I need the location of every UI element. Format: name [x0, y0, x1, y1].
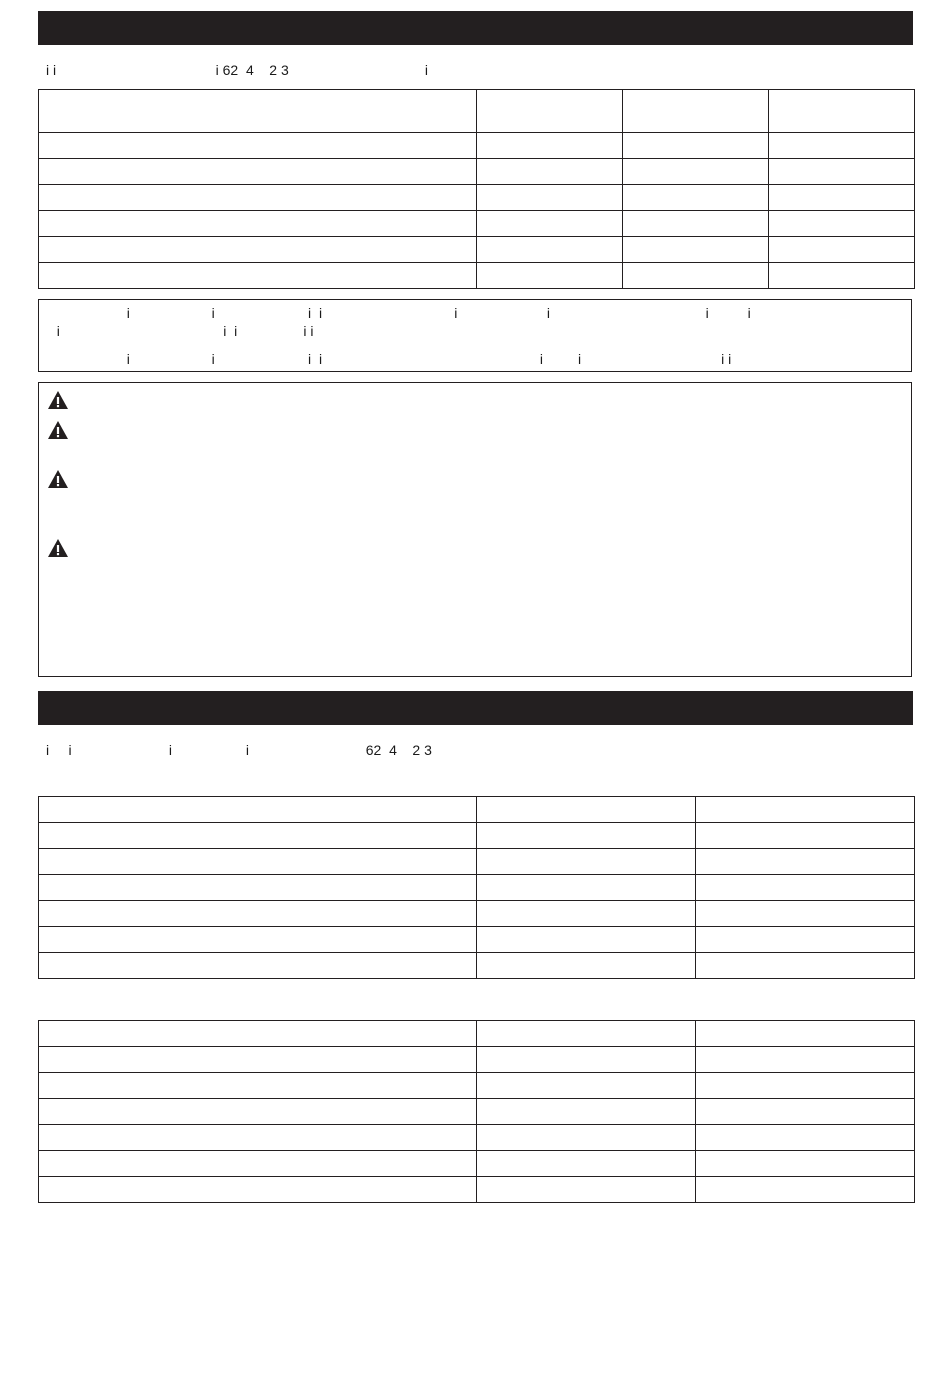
- table-row: [39, 263, 915, 289]
- table-cell: [769, 133, 915, 159]
- table-cell: [477, 927, 696, 953]
- warning-triangle-icon: [47, 538, 69, 558]
- table-row: [39, 797, 915, 823]
- table-cell: [39, 1073, 477, 1099]
- table-row: [39, 927, 915, 953]
- table-row: [39, 823, 915, 849]
- table-cell: [696, 823, 915, 849]
- table-cell: [769, 211, 915, 237]
- table-row: [39, 849, 915, 875]
- table-cell: [39, 237, 477, 263]
- noise-table-b: [38, 1020, 915, 1203]
- table-cell: [623, 133, 769, 159]
- table-cell: [769, 263, 915, 289]
- table-cell: [39, 133, 477, 159]
- noise-table-a: [38, 796, 915, 979]
- table-cell: [477, 901, 696, 927]
- table-cell: [39, 875, 477, 901]
- warning-triangle-icon: [47, 469, 69, 489]
- warning-triangle-icon: [47, 420, 69, 440]
- table-cell: [39, 1177, 477, 1203]
- table-cell: [477, 1073, 696, 1099]
- table-cell: [623, 90, 769, 133]
- table-cell: [39, 849, 477, 875]
- table-cell: [477, 1099, 696, 1125]
- note-box: [38, 299, 912, 372]
- table-row: [39, 1073, 915, 1099]
- table-row: [39, 133, 915, 159]
- table-cell: [39, 1021, 477, 1047]
- table-cell: [39, 159, 477, 185]
- table-cell: [477, 823, 696, 849]
- table-cell: [696, 1125, 915, 1151]
- table-cell: [39, 797, 477, 823]
- table-row: [39, 875, 915, 901]
- warning-box: [38, 382, 912, 677]
- table-cell: [477, 1151, 696, 1177]
- table-row: [39, 1021, 915, 1047]
- table-row: [39, 1151, 915, 1177]
- table-cell: [477, 849, 696, 875]
- table-cell: [477, 211, 623, 237]
- table-cell: [39, 953, 477, 979]
- vibration-table: [38, 89, 915, 289]
- table-cell: [696, 1151, 915, 1177]
- table-cell: [477, 1177, 696, 1203]
- table-cell: [696, 1047, 915, 1073]
- table-cell: [696, 927, 915, 953]
- section-header-bar-2: [38, 691, 913, 725]
- table-row: [39, 901, 915, 927]
- section-header-bar-1: [38, 11, 913, 45]
- table-cell: [477, 1021, 696, 1047]
- table-cell: [623, 211, 769, 237]
- table-cell: [39, 263, 477, 289]
- table-cell: [477, 90, 623, 133]
- table-row: [39, 90, 915, 133]
- table-cell: [477, 1125, 696, 1151]
- section-1-intro-line: i i i 62 4 2 3 i: [46, 62, 428, 78]
- table-cell: [477, 953, 696, 979]
- table-cell: [39, 185, 477, 211]
- table-cell: [39, 1125, 477, 1151]
- table-cell: [769, 237, 915, 263]
- table-cell: [696, 1021, 915, 1047]
- table-cell: [39, 1099, 477, 1125]
- table-cell: [477, 797, 696, 823]
- table-cell: [477, 159, 623, 185]
- table-cell: [623, 159, 769, 185]
- table-cell: [477, 237, 623, 263]
- note-line-3: i i i i i i i i: [49, 351, 732, 367]
- table-cell: [623, 237, 769, 263]
- table-cell: [696, 1073, 915, 1099]
- section-2-intro-line: i i i i 62 4 2 3: [46, 742, 432, 758]
- table-row: [39, 1047, 915, 1073]
- note-line-1: i i i i i i i i: [49, 305, 751, 321]
- table-row: [39, 185, 915, 211]
- table-cell: [696, 797, 915, 823]
- table-cell: [696, 875, 915, 901]
- table-cell: [477, 263, 623, 289]
- table-cell: [769, 159, 915, 185]
- table-cell: [39, 1047, 477, 1073]
- table-cell: [39, 823, 477, 849]
- table-cell: [39, 1151, 477, 1177]
- table-cell: [39, 211, 477, 237]
- table-cell: [696, 901, 915, 927]
- table-cell: [477, 133, 623, 159]
- table-cell: [696, 1177, 915, 1203]
- table-row: [39, 159, 915, 185]
- table-cell: [39, 90, 477, 133]
- table-row: [39, 1177, 915, 1203]
- table-row: [39, 211, 915, 237]
- table-row: [39, 1125, 915, 1151]
- table-cell: [623, 263, 769, 289]
- table-row: [39, 237, 915, 263]
- table-cell: [477, 1047, 696, 1073]
- table-cell: [769, 90, 915, 133]
- table-cell: [696, 1099, 915, 1125]
- table-row: [39, 953, 915, 979]
- table-cell: [696, 953, 915, 979]
- table-cell: [623, 185, 769, 211]
- table-cell: [39, 901, 477, 927]
- table-row: [39, 1099, 915, 1125]
- table-cell: [477, 185, 623, 211]
- table-cell: [696, 849, 915, 875]
- table-cell: [769, 185, 915, 211]
- note-line-2: i i i i i: [49, 323, 314, 339]
- warning-triangle-icon: [47, 390, 69, 410]
- table-cell: [39, 927, 477, 953]
- table-cell: [477, 875, 696, 901]
